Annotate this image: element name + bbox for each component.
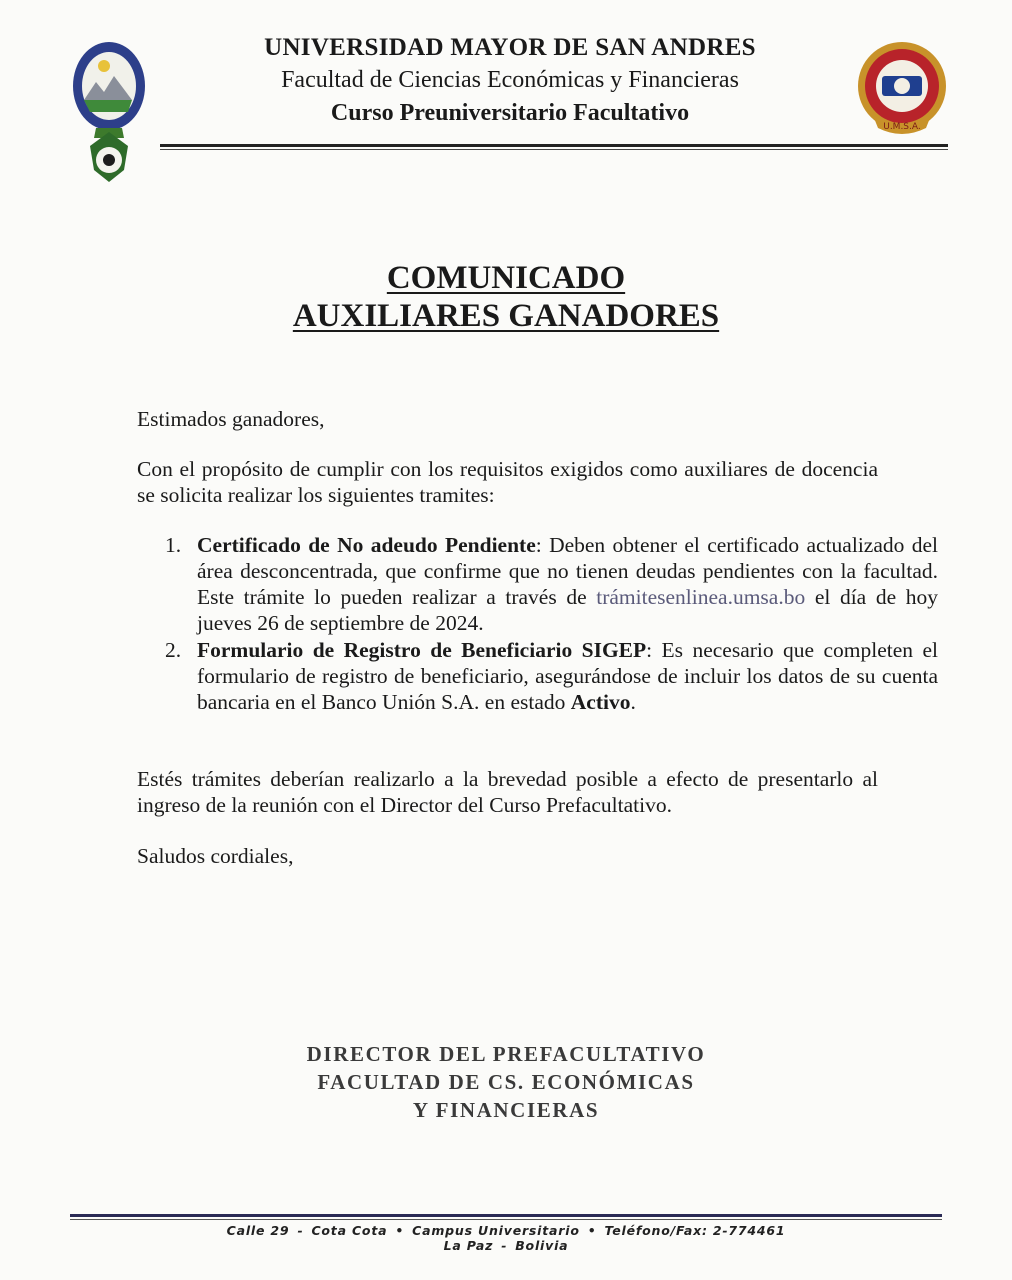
list-item-heading: Formulario de Registro de Beneficiario SIGEP xyxy=(197,638,647,662)
footer-country: Bolivia xyxy=(515,1238,569,1253)
signature-line-2: FACULTAD DE CS. ECONÓMICAS xyxy=(317,1070,695,1094)
intro-paragraph: Con el propósito de cumplir con los requisitos exigidos como auxiliares de docencia se solicita realizar los siguientes tramites: xyxy=(137,457,878,507)
footer-campus: Campus Universitario xyxy=(412,1223,580,1238)
header-rule xyxy=(160,144,948,147)
footer-city-name: La Paz xyxy=(443,1238,494,1253)
title-comunicado: COMUNICADO xyxy=(386,260,626,296)
signature-line-3: Y FINANCIERAS xyxy=(412,1098,600,1122)
footer-street: Calle 29 xyxy=(226,1223,290,1238)
salutation: Saludos cordiales, xyxy=(137,844,294,868)
tramites-link[interactable]: trámitesenlinea.umsa.bo xyxy=(596,585,806,609)
list-number: 1. xyxy=(165,533,182,557)
footer-separator: - xyxy=(501,1238,508,1253)
title-auxiliares: AUXILIARES GANADORES xyxy=(292,298,720,334)
footer-phone: Teléfono/Fax: 2-774461 xyxy=(604,1223,786,1238)
signature-line-1: DIRECTOR DEL PREFACULTATIVO xyxy=(306,1042,706,1066)
header-rule-thin xyxy=(160,149,948,150)
footer-rule-thin xyxy=(70,1219,942,1220)
faculty-seal-icon xyxy=(852,40,952,136)
list-item-text: : Deben obtener el certificado actualizado del área desconcentrada, que confirme que no tienen deudas pendientes con la facultad. Este trámite lo pueden realizar a través de xyxy=(197,533,938,609)
footer-separator: - xyxy=(297,1223,304,1238)
list-item-text-after: el día de hoy jueves 26 de septiembre de 2024. xyxy=(197,585,939,635)
footer-zone: Cota Cota xyxy=(311,1223,388,1238)
footer-separator: • xyxy=(587,1223,597,1238)
umsa-crest-icon xyxy=(70,38,148,186)
footer-rule xyxy=(70,1214,942,1217)
estado-activo: Activo xyxy=(570,690,631,714)
title-line-1 xyxy=(0,260,1012,297)
list-number: 2. xyxy=(165,638,182,662)
course-name: Curso Preuniversitario Facultativo xyxy=(330,100,690,126)
university-name: UNIVERSIDAD MAYOR DE SAN ANDRES xyxy=(264,34,756,61)
list-item-text: : Es necesario que completen el formulario de registro de beneficiario, asegurándose de incluir los datos de su cuenta bancaria en el Banco Unión S.A. en estado xyxy=(197,638,938,714)
list-item xyxy=(137,532,938,636)
footer-city xyxy=(0,1238,1012,1253)
list-item-text-after: . xyxy=(630,690,636,714)
footer-separator: • xyxy=(395,1223,405,1238)
footer-address xyxy=(0,1223,1012,1238)
list-item xyxy=(137,637,938,715)
seal-label: U.M.S.A. xyxy=(883,122,921,132)
list-item-heading: Certificado de No adeudo Pendiente xyxy=(197,533,536,557)
closing-paragraph: Estés trámites deberían realizarlo a la brevedad posible a efecto de presentarlo al ingreso de la reunión con el Director del Curso Prefacultativo. xyxy=(137,767,878,817)
greeting: Estimados ganadores, xyxy=(137,407,325,431)
title-line-2 xyxy=(0,298,1012,335)
faculty-name: Facultad de Ciencias Económicas y Financieras xyxy=(281,67,739,93)
